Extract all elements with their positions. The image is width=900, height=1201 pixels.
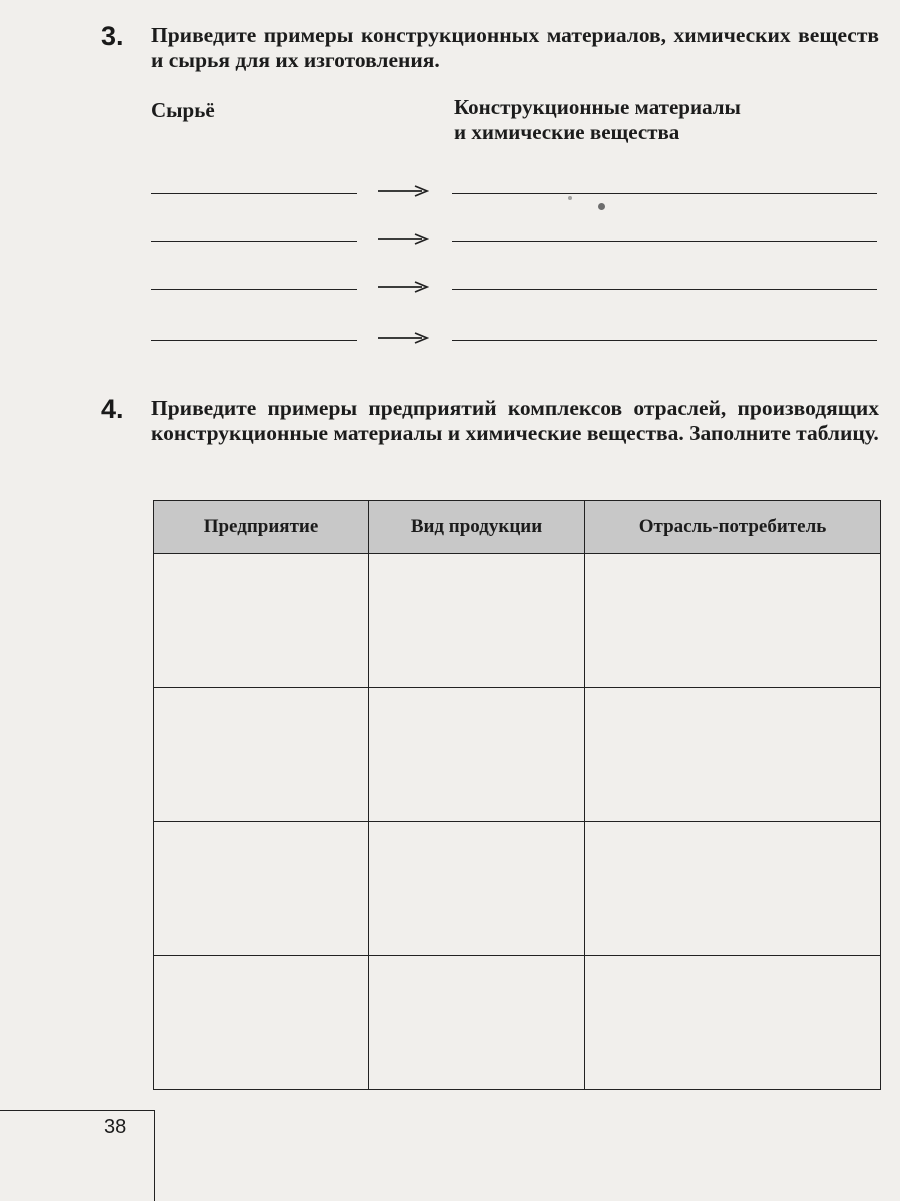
- product-type-cell[interactable]: [369, 822, 585, 956]
- right-arrow-icon: [377, 232, 429, 246]
- material-blank[interactable]: [452, 193, 877, 194]
- task-3-instruction: Приведите примеры конструкционных материалов, химических веществ и сырья для их изготовления.: [151, 23, 879, 72]
- column-materials-heading: [454, 95, 874, 145]
- product-type-cell[interactable]: [369, 554, 585, 688]
- table-row: [154, 822, 881, 956]
- ink-speck: [598, 203, 605, 210]
- table-row: [154, 554, 881, 688]
- header-product-type: Вид продукции: [369, 501, 585, 554]
- enterprise-cell[interactable]: [154, 956, 369, 1090]
- column-materials-heading-line1: Конструкционные материалы: [454, 95, 741, 119]
- enterprise-cell[interactable]: [154, 554, 369, 688]
- enterprise-cell[interactable]: [154, 822, 369, 956]
- enterprises-table: [153, 500, 881, 1090]
- raw-material-blank[interactable]: [151, 340, 357, 341]
- table-row: [154, 688, 881, 822]
- raw-material-blank[interactable]: [151, 241, 357, 242]
- consumer-industry-cell[interactable]: [585, 956, 881, 1090]
- product-type-cell[interactable]: [369, 688, 585, 822]
- column-raw-materials-heading: Сырьё: [151, 98, 215, 122]
- header-enterprise: Предприятие: [154, 501, 369, 554]
- header-consumer-industry: Отрасль-потребитель: [585, 501, 881, 554]
- material-blank[interactable]: [452, 340, 877, 341]
- consumer-industry-cell[interactable]: [585, 554, 881, 688]
- right-arrow-icon: [377, 184, 429, 198]
- table-header-row: [154, 501, 881, 554]
- task-4-number: 4.: [101, 394, 124, 424]
- right-arrow-icon: [377, 331, 429, 345]
- table-row: [154, 956, 881, 1090]
- product-type-cell[interactable]: [369, 956, 585, 1090]
- consumer-industry-cell[interactable]: [585, 688, 881, 822]
- task-4-instruction: Приведите примеры предприятий комплексов отраслей, производящих конструкционные материалы и химические вещества. Заполните таблицу.: [151, 396, 879, 445]
- material-blank[interactable]: [452, 289, 877, 290]
- enterprise-cell[interactable]: [154, 688, 369, 822]
- ink-speck: [568, 196, 572, 200]
- page-number: 38: [104, 1116, 127, 1138]
- material-blank[interactable]: [452, 241, 877, 242]
- consumer-industry-cell[interactable]: [585, 822, 881, 956]
- raw-material-blank[interactable]: [151, 289, 357, 290]
- right-arrow-icon: [377, 280, 429, 294]
- task-3-number: 3.: [101, 21, 124, 51]
- raw-material-blank[interactable]: [151, 193, 357, 194]
- column-materials-heading-line2: и химические вещества: [454, 120, 680, 144]
- page-number-frame: [0, 1110, 155, 1201]
